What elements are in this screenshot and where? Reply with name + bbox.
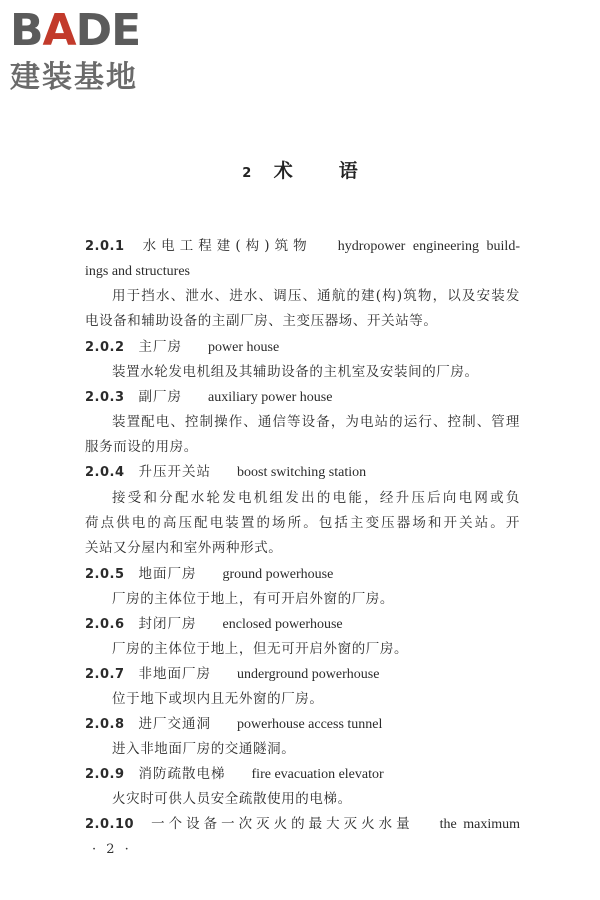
term-english: powerhouse access tunnel [237,717,383,732]
term-number: 2.0.2 [85,340,125,355]
definition-line: 服务而设的用房。 [85,439,198,455]
term-english: the maximum [439,817,520,832]
term-english-cont-text: ings and structures [85,264,190,279]
term-number: 2.0.4 [85,465,125,480]
page-number: · 2 · [92,842,132,857]
chapter-heading [0,158,600,187]
term-english: fire evacuation elevator [251,767,384,782]
definition-line: 进入非地面厂房的交通隧洞。 [112,741,296,757]
definition-line: 电设备和辅助设备的主副厂房、主变压器场、开关站等。 [85,313,438,329]
definition-line: 接受和分配水轮发电机组发出的电能，经升压后向电网或负 [112,490,520,506]
term-chinese: 非地面厂房 [138,666,212,682]
term-number: 2.0.1 [85,239,125,254]
term-english: power house [208,340,280,355]
term-heading [85,462,520,483]
term-chinese: 升压开关站 [138,464,212,480]
definition-line: 厂房的主体位于地上，但无可开启外窗的厂房。 [112,641,409,657]
chapter-number: 2 [242,166,252,181]
term-chinese: 水电工程建(构)筑物 [138,238,312,254]
term-heading [85,236,520,257]
term-english: boost switching station [237,465,367,480]
definition-line: 装置配电、控制操作、通信等设备，为电站的运行、控制、管理 [112,414,520,430]
term-number: 2.0.5 [85,567,125,582]
term-english: ground powerhouse [222,567,334,582]
term-heading [85,764,520,785]
chapter-title: 术语 [273,160,404,182]
term-heading [85,814,520,835]
term-number: 2.0.9 [85,767,125,782]
definition-line: 关站又分屋内和室外两种形式。 [85,540,283,556]
term-number: 2.0.6 [85,617,125,632]
term-heading [85,564,520,585]
bade-logo [10,6,180,98]
term-english: underground powerhouse [237,667,380,682]
definition-line: 厂房的主体位于地上，有可开启外窗的厂房。 [112,591,394,607]
term-english: auxiliary power house [208,390,333,405]
term-heading [85,337,520,358]
logo-letter-b: B [10,5,43,56]
term-heading [85,664,520,685]
definition-line: 荷点供电的高压配电装置的场所。包括主变压器场和开关站。开 [85,515,520,531]
term-number: 2.0.8 [85,717,125,732]
definition-line: 装置水轮发电机组及其辅助设备的主机室及安装间的厂房。 [112,364,479,380]
term-english: hydropower engineering build- [337,239,520,254]
term-number: 2.0.7 [85,667,125,682]
term-chinese: 封闭厂房 [138,616,197,632]
term-english-continuation [85,261,520,282]
definition-line: 用于挡水、泄水、进水、调压、通航的建(构)筑物，以及安装发 [112,288,520,304]
definition-line: 火灾时可供人员安全疏散使用的电梯。 [112,791,352,807]
term-heading [85,387,520,408]
term-chinese: 一个设备一次灭火的最大灭火水量 [148,816,414,832]
term-chinese: 地面厂房 [138,566,197,582]
term-number: 2.0.10 [85,817,135,832]
logo-letter-a: A [42,5,76,56]
term-english: enclosed powerhouse [222,617,343,632]
term-number: 2.0.3 [85,390,125,405]
term-heading [85,714,520,735]
definition-line: 位于地下或坝内且无外窗的厂房。 [112,691,324,707]
logo-chinese-text: 建装基地 [10,60,138,95]
term-chinese: 主厂房 [138,339,183,355]
term-chinese: 副厂房 [138,389,183,405]
term-chinese: 进厂交通洞 [138,716,212,732]
logo-wordmark [10,6,140,56]
term-heading [85,614,520,635]
term-chinese: 消防疏散电梯 [138,766,226,782]
logo-letters-de: DE [75,5,141,56]
